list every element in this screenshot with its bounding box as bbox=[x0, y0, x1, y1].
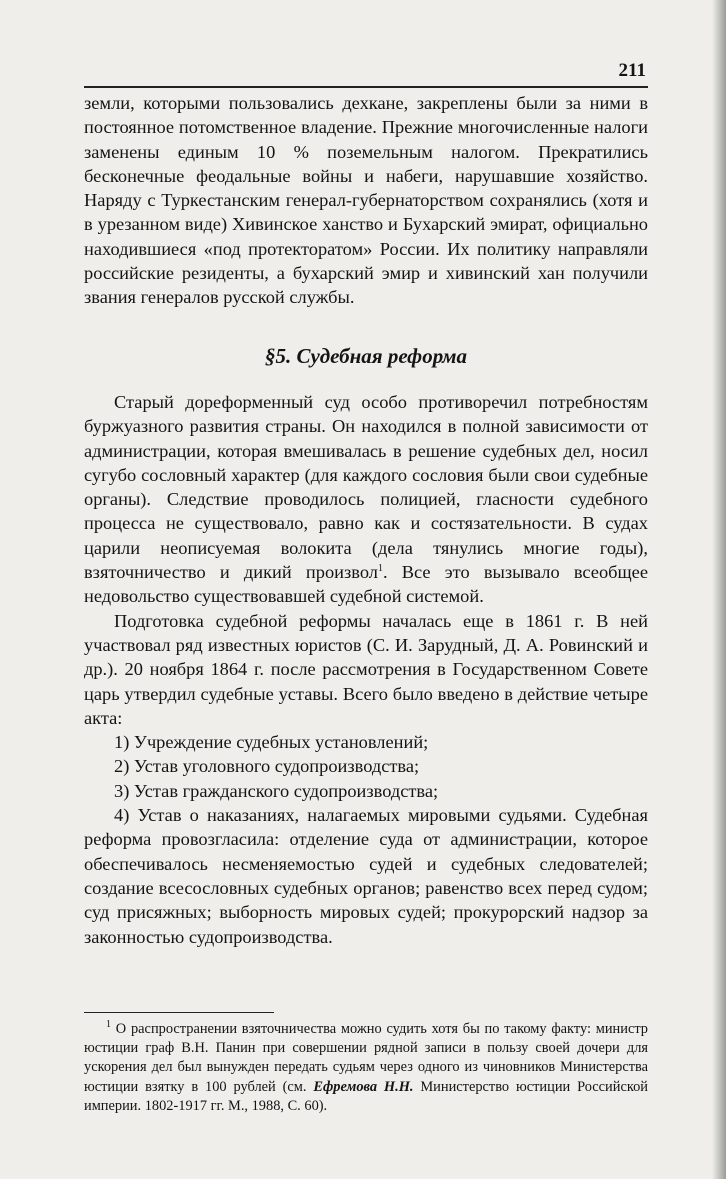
act-item: 1) Учреждение судебных установлений; bbox=[114, 732, 429, 753]
page-number: 211 bbox=[618, 60, 646, 81]
footnote-rule bbox=[84, 1012, 274, 1013]
intro-text bbox=[84, 91, 648, 310]
footnote-reference: 1 bbox=[377, 562, 383, 574]
paragraph-reform-preparation: Подготовка судебной реформы началась еще в 1861 г. В ней участвовал ряд известных юристов (С. И. Зарудный, Д. А. Ровинский и др.). 20 ноября 1864 г. после рассмотрения в Государственном Совете царь утвердил судебные уставы. Всего было введено в действие четыре акта: bbox=[84, 610, 648, 728]
act-item-and-summary: 4) Устав о наказаниях, налагаемых мировыми судьями. Судебная реформа провозгласила: отделение суда от администрации, которое обеспечивалось несменяемостью судей и судебных следователей; создание всесословных судебных органов; равенство всех перед судом; суд присяжных; выборность мировых судей; прокурорский надзор за законностью судопроизводства. bbox=[84, 805, 648, 947]
act-item: 2) Устав уголовного судопроизводства; bbox=[114, 756, 420, 777]
page-edge-shadow bbox=[712, 0, 726, 1179]
section-body bbox=[84, 390, 648, 949]
footnote-marker: 1 bbox=[106, 1019, 111, 1031]
paragraph-old-court-text: Старый дореформенный суд особо противоречил потребностям буржуазного развития страны. Он находился в полной зависимости от администрации, которая вмешивалась в решение судебных дел, носил сугубо сословный характер (для каждого сословия были свои судебные органы). Следствие проводилось полицией, гласности судебного процесса не существовало, равно как и состязательности. В судах царили неописуемая волокита (дела тянулись многие годы), взяточничество и дикий произвол bbox=[84, 392, 648, 583]
footnote-text: О распространении взяточничества можно судить хотя бы по такому факту: министр юстиции граф В.Н. Панин при совершении рядной записи в пользу своей дочери для ускорения дел был вынужден передать судьям через одного из чиновников Министерства юстиции взятку в 100 рублей (см. bbox=[84, 1021, 648, 1095]
footnote bbox=[84, 1020, 648, 1116]
footnote-text-tail: Министерство юстиции Российской империи. 1802-1917 гг. М., 1988, С. 60). bbox=[84, 1078, 649, 1114]
footnote-author: Ефремова Н.Н. bbox=[313, 1078, 414, 1095]
header-rule bbox=[84, 86, 648, 88]
paragraph-old-court-tail: . Все это вызывало всеобщее недовольство существовавшей судебной системой. bbox=[84, 562, 648, 607]
act-item: 3) Устав гражданского судопроизводства; bbox=[114, 780, 439, 801]
paragraph-old-court bbox=[84, 390, 648, 609]
section-title: §5. Судебная реформа bbox=[264, 344, 468, 368]
intro-paragraph: земли, которыми пользовались дехкане, закреплены были за ними в постоянное потомственное владение. Прежние многочисленные налоги заменены единым 10 % поземельным налогом. Прекратились бесконечные феодальные войны и набеги, нарушавшие хозяйство. Наряду с Туркестанским генерал-губернаторством сохранялись (хотя и в урезанном виде) Хивинское ханство и Бухарский эмират, официально находившиеся «под протекторатом» России. Их политику направляли российские резиденты, а бухарский эмир и хивинский хан получили звания генералов русской службы. bbox=[84, 93, 648, 308]
